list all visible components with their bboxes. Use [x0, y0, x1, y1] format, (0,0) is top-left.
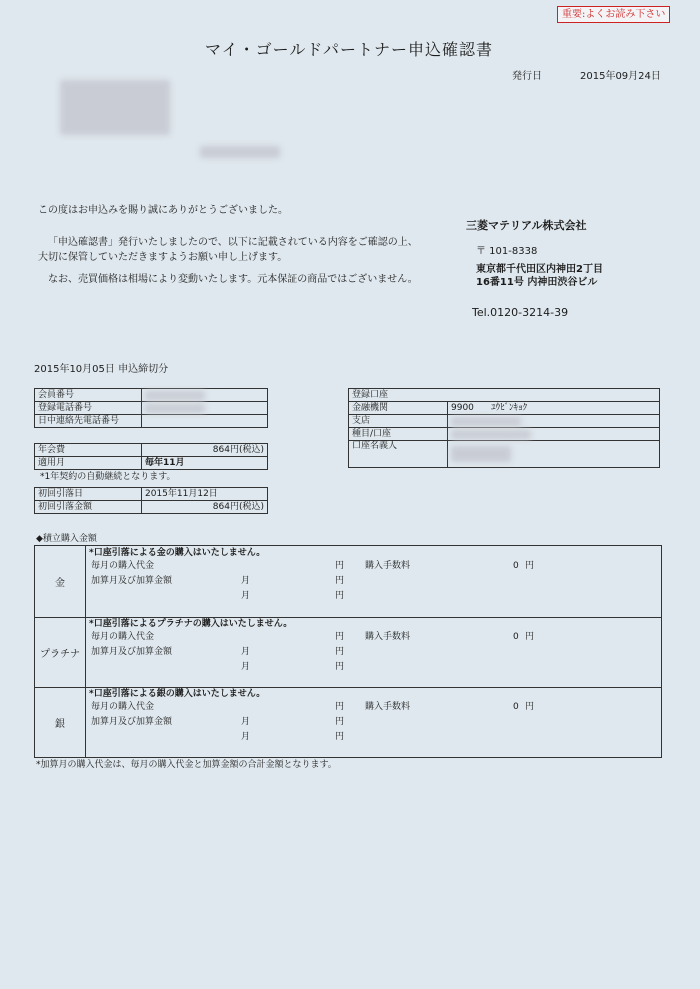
- gold-notice: *口座引落による金の購入はいたしません。: [89, 548, 266, 558]
- issue-date-label: 発行日: [512, 71, 542, 82]
- annual-fee-label: 年会費: [35, 444, 142, 457]
- platinum-bonus-month-1: 月: [241, 647, 251, 657]
- phone-value: [142, 402, 268, 415]
- greeting-line-4: なお、売買価格は相場により変動いたします。元本保証の商品ではございません。: [48, 274, 418, 285]
- day-phone-value: [142, 415, 268, 428]
- company-address-1: 東京都千代田区内神田2丁目: [476, 264, 603, 275]
- platinum-bonus-month-2: 月: [241, 662, 251, 672]
- issue-date: 2015年09月24日: [580, 71, 661, 82]
- silver-bonus-yen-1: 円: [335, 717, 345, 727]
- silver-bonus-month-1: 月: [241, 717, 251, 727]
- platinum-monthly-label: 毎月の購入代金: [91, 632, 155, 642]
- debit-date-value: 2015年11月12日: [142, 488, 268, 501]
- holder-label: 口座名義人: [349, 441, 448, 468]
- phone-label: 登録電話番号: [35, 402, 142, 415]
- day-phone-label: 日中連絡先電話番号: [35, 415, 142, 428]
- platinum-monthly-yen: 円: [335, 632, 345, 642]
- silver-fee-value: 0: [513, 702, 519, 712]
- bank-header: 登録口座: [349, 389, 660, 402]
- gold-fee-value: 0: [513, 561, 519, 571]
- fee-table: [34, 443, 268, 470]
- silver-monthly-label: 毎月の購入代金: [91, 702, 155, 712]
- silver-fee-yen: 円: [525, 702, 535, 712]
- institution-value: [448, 402, 660, 415]
- silver-bonus-yen-2: 円: [335, 732, 345, 742]
- redacted-recipient-address: [60, 80, 170, 135]
- application-deadline: 2015年10月05日 申込締切分: [34, 364, 169, 375]
- gold-fee-yen: 円: [525, 561, 535, 571]
- silver-bonus-month-2: 月: [241, 732, 251, 742]
- gold-bonus-month-1: 月: [241, 576, 251, 586]
- gold-monthly-yen: 円: [335, 561, 345, 571]
- gold-fee-label: 購入手数料: [365, 561, 411, 571]
- account-type-value: [448, 428, 660, 441]
- platinum-bonus-yen-2: 円: [335, 662, 345, 672]
- debit-table: [34, 487, 268, 514]
- applicable-month-label: 適用月: [35, 457, 142, 470]
- purchase-footnote: *加算月の購入代金は、毎月の購入代金と加算金額の合計金額となります。: [36, 760, 337, 770]
- branch-label: 支店: [349, 415, 448, 428]
- gold-label: 金: [35, 546, 86, 617]
- platinum-bonus-yen-1: 円: [335, 647, 345, 657]
- debit-amount-label: 初回引落金額: [35, 501, 142, 514]
- silver-section: [35, 687, 661, 757]
- greeting-line-2: 「申込確認書」発行いたしましたので、以下に記載されている内容をご確認の上、: [48, 237, 418, 248]
- institution-code: 9900: [451, 402, 474, 413]
- redacted-recipient-name: [200, 146, 280, 158]
- silver-fee-label: 購入手数料: [365, 702, 411, 712]
- institution-label: 金融機関: [349, 402, 448, 415]
- branch-value: [448, 415, 660, 428]
- gold-bonus-yen-2: 円: [335, 591, 345, 601]
- greeting-line-3: 大切に保管していただきますようお願い申し上げます。: [38, 252, 288, 263]
- member-no-value: [142, 389, 268, 402]
- platinum-fee-value: 0: [513, 632, 519, 642]
- debit-amount-value: 864円(税込): [142, 501, 268, 514]
- silver-label: 銀: [35, 687, 86, 757]
- member-info-table: [34, 388, 268, 428]
- greeting-line-1: この度はお申込みを賜り誠にありがとうございました。: [38, 205, 288, 216]
- purchase-table: [34, 545, 662, 758]
- silver-notice: *口座引落による銀の購入はいたしません。: [89, 689, 266, 699]
- important-notice-badge: 重要:よくお読み下さい: [557, 6, 670, 23]
- gold-section: [35, 546, 661, 617]
- platinum-notice: *口座引落によるプラチナの購入はいたしません。: [89, 619, 293, 629]
- applicable-month-value: 毎年11月: [142, 457, 268, 470]
- purchase-heading: ◆積立購入金額: [36, 534, 97, 544]
- gold-bonus-label: 加算月及び加算金額: [91, 576, 173, 586]
- platinum-bonus-label: 加算月及び加算金額: [91, 647, 173, 657]
- account-type-label: 種目/口座: [349, 428, 448, 441]
- company-tel: Tel.0120-3214-39: [472, 306, 569, 319]
- bank-account-table: [348, 388, 660, 468]
- silver-bonus-label: 加算月及び加算金額: [91, 717, 173, 727]
- platinum-section: [35, 617, 661, 687]
- gold-bonus-month-2: 月: [241, 591, 251, 601]
- platinum-label: プラチナ: [35, 617, 86, 687]
- contract-note: *1年契約の自動継続となります。: [40, 472, 176, 482]
- debit-date-label: 初回引落日: [35, 488, 142, 501]
- platinum-fee-label: 購入手数料: [365, 632, 411, 642]
- document-title: マイ・ゴールドパートナー申込確認書: [205, 40, 494, 59]
- company-name: 三菱マテリアル株式会社: [466, 219, 587, 232]
- gold-monthly-label: 毎月の購入代金: [91, 561, 155, 571]
- company-address-2: 16番11号 内神田渋谷ビル: [476, 277, 598, 288]
- institution-name: ﾕｳﾋﾞﾝｷｮｸ: [491, 402, 528, 413]
- platinum-fee-yen: 円: [525, 632, 535, 642]
- gold-bonus-yen-1: 円: [335, 576, 345, 586]
- member-no-label: 会員番号: [35, 389, 142, 402]
- company-postal: 〒 101-8338: [476, 246, 538, 257]
- silver-monthly-yen: 円: [335, 702, 345, 712]
- holder-value: [448, 441, 660, 468]
- annual-fee-value: 864円(税込): [142, 444, 268, 457]
